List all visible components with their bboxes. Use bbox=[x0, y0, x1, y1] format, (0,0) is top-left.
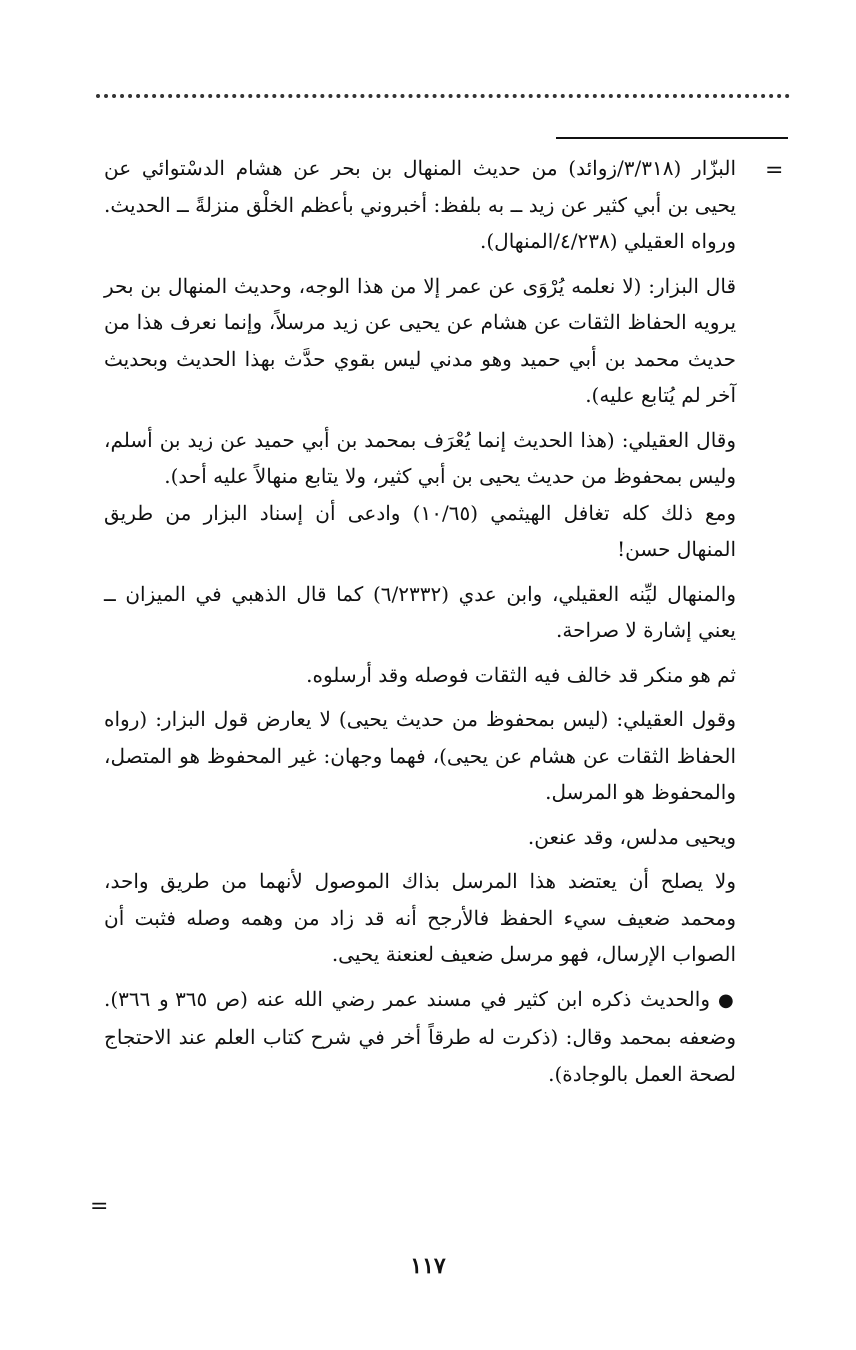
text-line: ثم هو منكر قد خالف فيه الثقات فوصله وقد أرسلوه. bbox=[306, 662, 736, 687]
paragraph bbox=[104, 863, 736, 973]
text-line: أسلم، وليس بمحفوظ من حديث يحيى بن أبي كثير، ولا يتابع منهالاً عليه أحد). bbox=[104, 427, 736, 488]
text-line: يحيى بن أبي كثير عن زيد ــ به بلفظ: bbox=[433, 192, 736, 217]
text-line: قال البزار: (لا نعلمه يُرْوَى عن عمر إلا من هذا الوجه، وحديث المنهال بن bbox=[140, 273, 737, 298]
paragraph bbox=[104, 268, 736, 414]
text-line: ــ يعني إشارة لا صراحة. bbox=[104, 581, 736, 642]
text-line: الاحتجاج لصحة العمل بالوجادة). bbox=[104, 1025, 736, 1086]
text-line: وبحديث آخر لم يُتابع عليه). bbox=[104, 346, 736, 407]
dotted-separator bbox=[96, 94, 790, 98]
paragraph bbox=[104, 576, 736, 649]
paragraph bbox=[104, 981, 736, 1093]
text-line: والحديث ذكره ابن كثير في مسند عمر رضي الله عنه (ص ٣٦٥ و ٣٦٦). bbox=[104, 986, 710, 1011]
text-line: المنهال حسن! bbox=[617, 537, 736, 561]
text-line: بحر يرويه الحفاظ الثقات عن هشام عن يحيى عن زيد مرسلاً، وإنما نعرف bbox=[104, 273, 737, 334]
paragraph bbox=[104, 819, 736, 856]
paragraph bbox=[104, 422, 736, 495]
bullet-icon: ● bbox=[710, 989, 736, 1011]
text-line: وقال العقيلي: (هذا الحديث إنما يُعْرَف بمحمد بن أبي حميد عن زيد بن bbox=[159, 427, 737, 452]
text-line: وضعفه بمحمد وقال: (ذكرت له طرقاً أخر في شرح كتاب العلم عند bbox=[178, 1025, 736, 1049]
text-line: ومع ذلك كله تغافل الهيثمي (١٠/٦٥) وادعى أن إسناد البزار من طريق bbox=[104, 500, 736, 525]
continuation-mark-top: = bbox=[765, 158, 784, 183]
text-line: هو المتصل، والمحفوظ هو المرسل. bbox=[104, 743, 736, 804]
text-line: ولا يصلح أن يعتضد هذا المرسل بذاك الموصول لأنهما من طريق واحد، bbox=[104, 869, 736, 893]
paragraph bbox=[104, 657, 736, 694]
footnote-rule bbox=[556, 137, 788, 139]
text-line: هذا من حديث محمد بن أبي حميد وهو مدني ليس بقوي حدَّث بهذا الحديث bbox=[104, 310, 736, 371]
text-line: البزّار (٣/٣١٨/زوائد) من حديث المنهال بن بحر عن هشام الدسْتوائي عن bbox=[104, 156, 736, 180]
text-line: الصواب الإرسال، فهو مرسل ضعيف لعنعنة يحيى. bbox=[331, 942, 736, 966]
footnote-text bbox=[104, 150, 736, 1100]
text-line: ومحمد ضعيف سيء الحفظ فالأرجح أنه قد زاد من وهمه وصله فثبت أن bbox=[104, 905, 736, 930]
text-line: وقول العقيلي: (ليس بمحفوظ من حديث يحيى) لا يعارض قول البزار: bbox=[155, 707, 736, 731]
text-line: أخبروني بأعظم الخلْق منزلةً ــ الحديث. bbox=[104, 192, 428, 217]
text-line: ورواه العقيلي (٤/٢٣٨/المنهال). bbox=[480, 229, 736, 253]
paragraph bbox=[104, 495, 736, 568]
text-line: ويحيى مدلس، وقد عنعن. bbox=[527, 824, 736, 849]
text-line: والمنهال ليِّنه العقيلي، وابن عدي (٦/٢٣٣٢) كما قال الذهبي في الميزان bbox=[125, 581, 737, 606]
page-number: ١١٧ bbox=[410, 1253, 446, 1279]
paragraph bbox=[104, 701, 736, 811]
text-line: (رواه الحفاظ الثقات عن هشام عن يحيى)، فهما وجهان: غير المحفوظ bbox=[104, 707, 737, 768]
continuation-mark-bottom: = bbox=[90, 1194, 109, 1219]
paragraph bbox=[104, 150, 736, 260]
